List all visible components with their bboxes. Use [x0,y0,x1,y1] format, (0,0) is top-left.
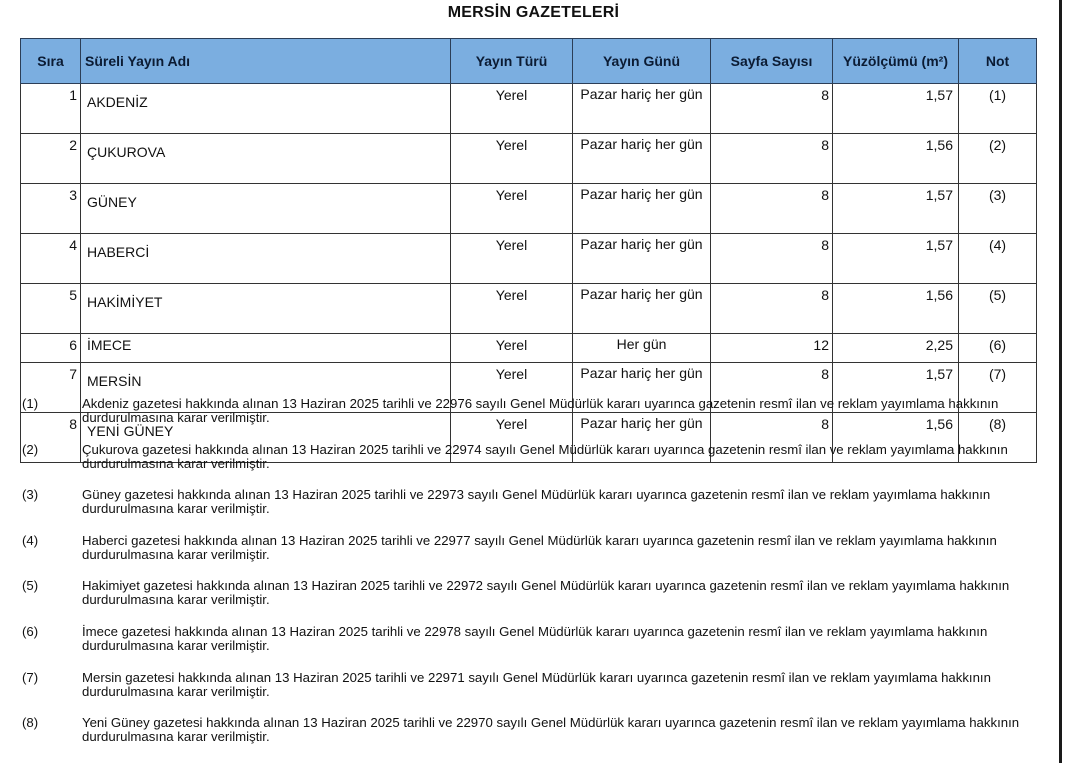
footnote-number: (3) [22,487,39,503]
cell-tur: Yerel [451,334,573,363]
cell-not: (4) [959,234,1037,284]
cell-yuz: 1,57 [833,234,959,284]
cell-sayfa: 8 [711,184,833,234]
cell-sira: 7 [21,363,81,413]
footnote-text: Hakimiyet gazetesi hakkında alınan 13 Haziran 2025 tarihli ve 22972 sayılı Genel Müdürlük kararı uyarınca gazetenin resmî ilan ve reklam yayımlama hakkının durdurulmasına karar verilmiştir. [82,578,1010,608]
table-row [21,134,1037,184]
cell-tur: Yerel [451,134,573,184]
footnote [22,716,1042,744]
cell-yuz: 2,25 [833,334,959,363]
cell-yuz: 1,56 [833,413,959,463]
cell-name: AKDENİZ [81,84,451,134]
cell-yuz: 1,57 [833,184,959,234]
cell-not: (2) [959,134,1037,184]
footnote-number: (6) [22,623,39,639]
cell-sira: 2 [21,134,81,184]
cell-sayfa: 8 [711,234,833,284]
footnote [22,671,1042,699]
cell-not: (3) [959,184,1037,234]
cell-sayfa: 8 [711,134,833,184]
cell-gun: Her gün [573,334,711,363]
footnote-number: (1) [22,396,39,411]
footnote [22,579,1042,607]
cell-name: İMECE [81,334,451,363]
cell-yuz: 1,56 [833,134,959,184]
footnote-text: Akdeniz gazetesi hakkında alınan 13 Haziran 2025 tarihli ve 22976 sayılı Genel Müdürlük kararı uyarınca gazetenin resmî ilan ve reklam yayımlama hakkının durdurulmasına karar verilmiştir. [82,396,999,425]
footnote [22,397,1042,425]
cell-gun: Pazar hariç her gün [573,184,711,234]
cell-sira: 5 [21,284,81,334]
cell-not: (8) [959,413,1037,463]
cell-name: HAKİMİYET [81,284,451,334]
cell-sira: 4 [21,234,81,284]
cell-sayfa: 8 [711,413,833,463]
footnote-text: Çukurova gazetesi hakkında alınan 13 Haziran 2025 tarihli ve 22974 sayılı Genel Müdürlük kararı uyarınca gazetenin resmî ilan ve reklam yayımlama hakkının durdurulmasına karar verilmiştir. [82,441,1008,471]
cell-sayfa: 12 [711,334,833,363]
cell-sayfa: 8 [711,363,833,413]
cell-yuz: 1,57 [833,363,959,413]
table-row [21,184,1037,234]
cell-tur: Yerel [451,84,573,134]
footnote-number: (5) [22,578,39,594]
page-edge-border [1059,0,1062,763]
table-row [21,234,1037,284]
cell-not: (7) [959,363,1037,413]
cell-name: HABERCİ [81,234,451,284]
cell-tur: Yerel [451,363,573,413]
cell-gun: Pazar hariç her gün [573,234,711,284]
cell-tur: Yerel [451,413,573,463]
cell-gun: Pazar hariç her gün [573,413,711,463]
footnote-text: Haberci gazetesi hakkında alınan 13 Haziran 2025 tarihli ve 22977 sayılı Genel Müdürlük kararı uyarınca gazetenin resmî ilan ve reklam yayımlama hakkının durdurulmasına karar verilmiştir. [82,532,997,562]
footnote-text: İmece gazetesi hakkında alınan 13 Haziran 2025 tarihli ve 22978 sayılı Genel Müdürlük kararı uyarınca gazetenin resmî ilan ve reklam yayımlama hakkının durdurulmasına karar verilmiştir. [82,623,988,653]
table-header-row [21,39,1037,84]
header-name: Süreli Yayın Adı [81,39,451,84]
footnotes [22,397,1042,762]
cell-sira: 3 [21,184,81,234]
footnote-number: (4) [22,532,39,548]
footnote-text: Yeni Güney gazetesi hakkında alınan 13 Haziran 2025 tarihli ve 22970 sayılı Genel Müdürlük kararı uyarınca gazetenin resmî ilan ve reklam yayımlama hakkının durdurulmasına karar verilmiştir. [82,715,1020,745]
cell-name: YENİ GÜNEY [81,413,451,463]
footnote [22,443,1042,471]
table-row [21,284,1037,334]
cell-gun: Pazar hariç her gün [573,134,711,184]
cell-sira: 6 [21,334,81,363]
page-title: MERSİN GAZETELERİ [447,4,620,21]
cell-tur: Yerel [451,234,573,284]
cell-name: MERSİN [81,363,451,413]
cell-gun: Pazar hariç her gün [573,284,711,334]
cell-not: (5) [959,284,1037,334]
cell-sira: 1 [21,84,81,134]
header-tur: Yayın Türü [451,39,573,84]
cell-not: (6) [959,334,1037,363]
cell-sayfa: 8 [711,284,833,334]
header-gun: Yayın Günü [573,39,711,84]
cell-not: (1) [959,84,1037,134]
cell-yuz: 1,56 [833,284,959,334]
footnote-text: Mersin gazetesi hakkında alınan 13 Haziran 2025 tarihli ve 22971 sayılı Genel Müdürlük kararı uyarınca gazetenin resmî ilan ve reklam yayımlama hakkının durdurulmasına karar verilmiştir. [82,669,991,699]
cell-tur: Yerel [451,184,573,234]
footnote [22,534,1042,562]
cell-tur: Yerel [451,284,573,334]
header-not: Not [959,39,1037,84]
cell-sira: 8 [21,413,81,463]
header-yuz: Yüzölçümü (m²) [833,39,959,84]
header-sayfa: Sayfa Sayısı [711,39,833,84]
cell-sayfa: 8 [711,84,833,134]
cell-name: GÜNEY [81,184,451,234]
table-row [21,334,1037,363]
footnote-number: (2) [22,441,39,457]
footnote-number: (8) [22,715,39,731]
footnote [22,488,1042,516]
cell-yuz: 1,57 [833,84,959,134]
cell-gun: Pazar hariç her gün [573,84,711,134]
footnote-number: (7) [22,669,39,685]
cell-name: ÇUKUROVA [81,134,451,184]
footnote [22,625,1042,653]
cell-gun: Pazar hariç her gün [573,363,711,413]
footnote-text: Güney gazetesi hakkında alınan 13 Haziran 2025 tarihli ve 22973 sayılı Genel Müdürlük kararı uyarınca gazetenin resmî ilan ve reklam yayımlama hakkının durdurulmasına karar verilmiştir. [82,487,991,517]
table-row [21,84,1037,134]
header-sira: Sıra [21,39,81,84]
